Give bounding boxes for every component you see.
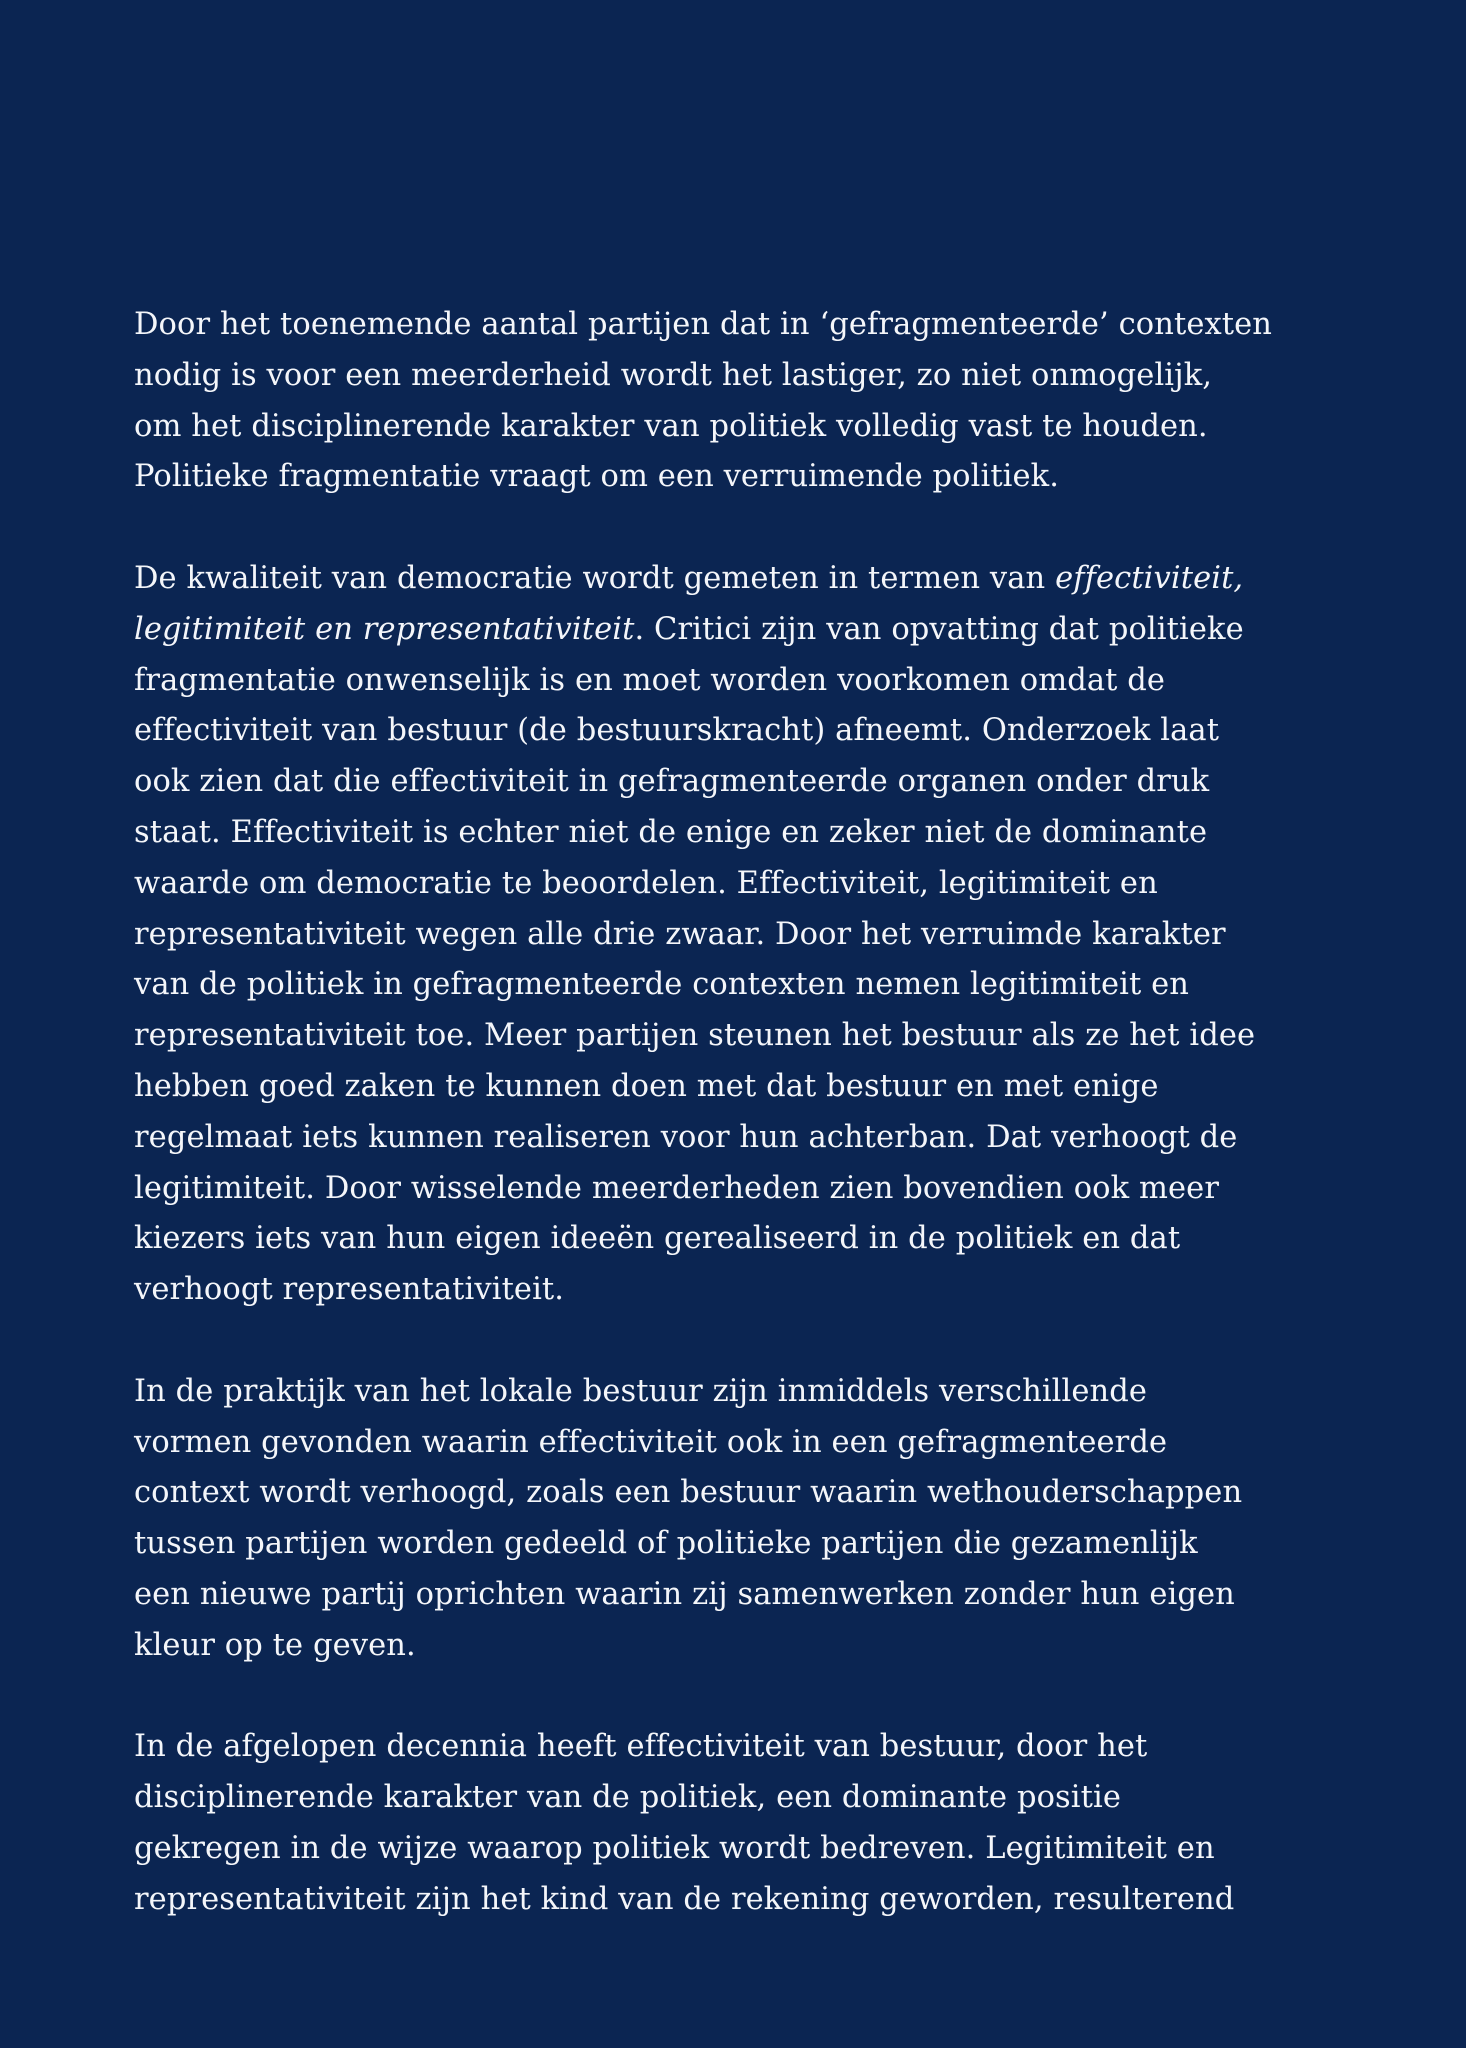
text-segment: Door het toenemende aantal partijen dat in ‘gefragmenteerde’ contexten (134, 307, 1273, 342)
document-body (134, 300, 1354, 1926)
text-segment: In de afgelopen decennia heeft effectiviteit van bestuur, door het (134, 1729, 1148, 1765)
text-line (134, 554, 1354, 605)
body-paragraph (134, 1722, 1354, 1925)
text-line (134, 300, 1354, 351)
text-line (134, 1265, 1354, 1316)
text-segment: Politieke fragmentatie vraagt om een verruimende politiek. (134, 459, 1060, 495)
text-segment: representativiteit toe. Meer partijen steunen het bestuur als ze het idee (134, 1018, 1256, 1054)
text-line (134, 706, 1354, 757)
text-line (134, 452, 1354, 503)
text-segment: disciplinerende karakter van de politiek, een dominante positie (134, 1780, 1122, 1816)
text-segment: ook zien dat die effectiviteit in gefragmenteerde organen onder druk (134, 764, 1210, 800)
text-line (134, 1570, 1354, 1621)
text-line (134, 1011, 1354, 1062)
text-segment: representativiteit wegen alle drie zwaar. Door het verruimde karakter (134, 916, 1226, 952)
text-segment: kiezers iets van hun eigen ideeën gerealiseerd in de politiek en dat (134, 1221, 1181, 1257)
text-segment: tussen partijen worden gedeeld of politieke partijen die gezamenlijk (134, 1526, 1198, 1562)
text-segment: regelmaat iets kunnen realiseren voor hun achterban. Dat verhoogt de (134, 1119, 1238, 1155)
text-line (134, 656, 1354, 707)
text-line (134, 1621, 1354, 1672)
text-segment: legitimiteit. Door wisselende meerderheden zien bovendien ook meer (134, 1170, 1220, 1206)
text-line (134, 605, 1354, 656)
text-line (134, 1214, 1354, 1265)
text-segment: vormen gevonden waarin effectiviteit ook in een gefragmenteerde (134, 1424, 1168, 1460)
text-segment: waarde om democratie te beoordelen. Effectiviteit, legitimiteit en (134, 865, 1158, 901)
text-line (134, 859, 1354, 910)
text-line (134, 1418, 1354, 1469)
text-line (134, 1722, 1354, 1773)
body-paragraph (134, 1367, 1354, 1672)
italic-text: effectiviteit, (1055, 560, 1244, 596)
italic-text: legitimiteit en representativiteit (134, 611, 635, 647)
text-line (134, 757, 1354, 808)
text-line (134, 1875, 1354, 1926)
text-segment: fragmentatie onwenselijk is en moet worden voorkomen omdat de (134, 662, 1166, 698)
text-line (134, 808, 1354, 859)
text-line (134, 402, 1354, 453)
text-segment: representativiteit zijn het kind van de rekening geworden, resulterend (134, 1881, 1235, 1917)
text-segment: een nieuwe partij oprichten waarin zij samenwerken zonder hun eigen (134, 1576, 1235, 1612)
text-line (134, 351, 1354, 402)
text-segment: staat. Effectiviteit is echter niet de enige en zeker niet de dominante (134, 814, 1208, 850)
text-segment: gekregen in de wijze waarop politiek wordt bedreven. Legitimiteit en (134, 1830, 1215, 1866)
text-line (134, 910, 1354, 961)
text-line (134, 1519, 1354, 1570)
text-segment: context wordt verhoogd, zoals een bestuur waarin wethouderschappen (134, 1475, 1243, 1511)
text-line (134, 1468, 1354, 1519)
body-paragraph (134, 554, 1354, 1316)
text-segment: De kwaliteit van democratie wordt gemeten in termen van (134, 560, 1056, 596)
body-paragraph (134, 300, 1354, 503)
text-line (134, 1367, 1354, 1418)
text-segment: kleur op te geven. (134, 1627, 416, 1663)
text-segment: verhoogt representativiteit. (134, 1272, 565, 1308)
text-line (134, 1164, 1354, 1215)
text-segment: hebben goed zaken te kunnen doen met dat bestuur en met enige (134, 1068, 1159, 1104)
text-segment: . Critici zijn van opvatting dat politieke (634, 611, 1244, 647)
text-line (134, 960, 1354, 1011)
text-segment: nodig is voor een meerderheid wordt het lastiger, zo niet onmogelijk, (134, 357, 1213, 393)
text-segment: effectiviteit van bestuur (de bestuurskracht) afneemt. Onderzoek laat (134, 713, 1220, 749)
text-segment: In de praktijk van het lokale bestuur zijn inmiddels verschillende (134, 1373, 1148, 1409)
text-line (134, 1824, 1354, 1875)
text-line (134, 1062, 1354, 1113)
text-segment: om het disciplinerende karakter van politiek volledig vast te houden. (134, 408, 1208, 444)
text-line (134, 1773, 1354, 1824)
text-line (134, 1113, 1354, 1164)
text-segment: van de politiek in gefragmenteerde contexten nemen legitimiteit en (134, 967, 1190, 1003)
